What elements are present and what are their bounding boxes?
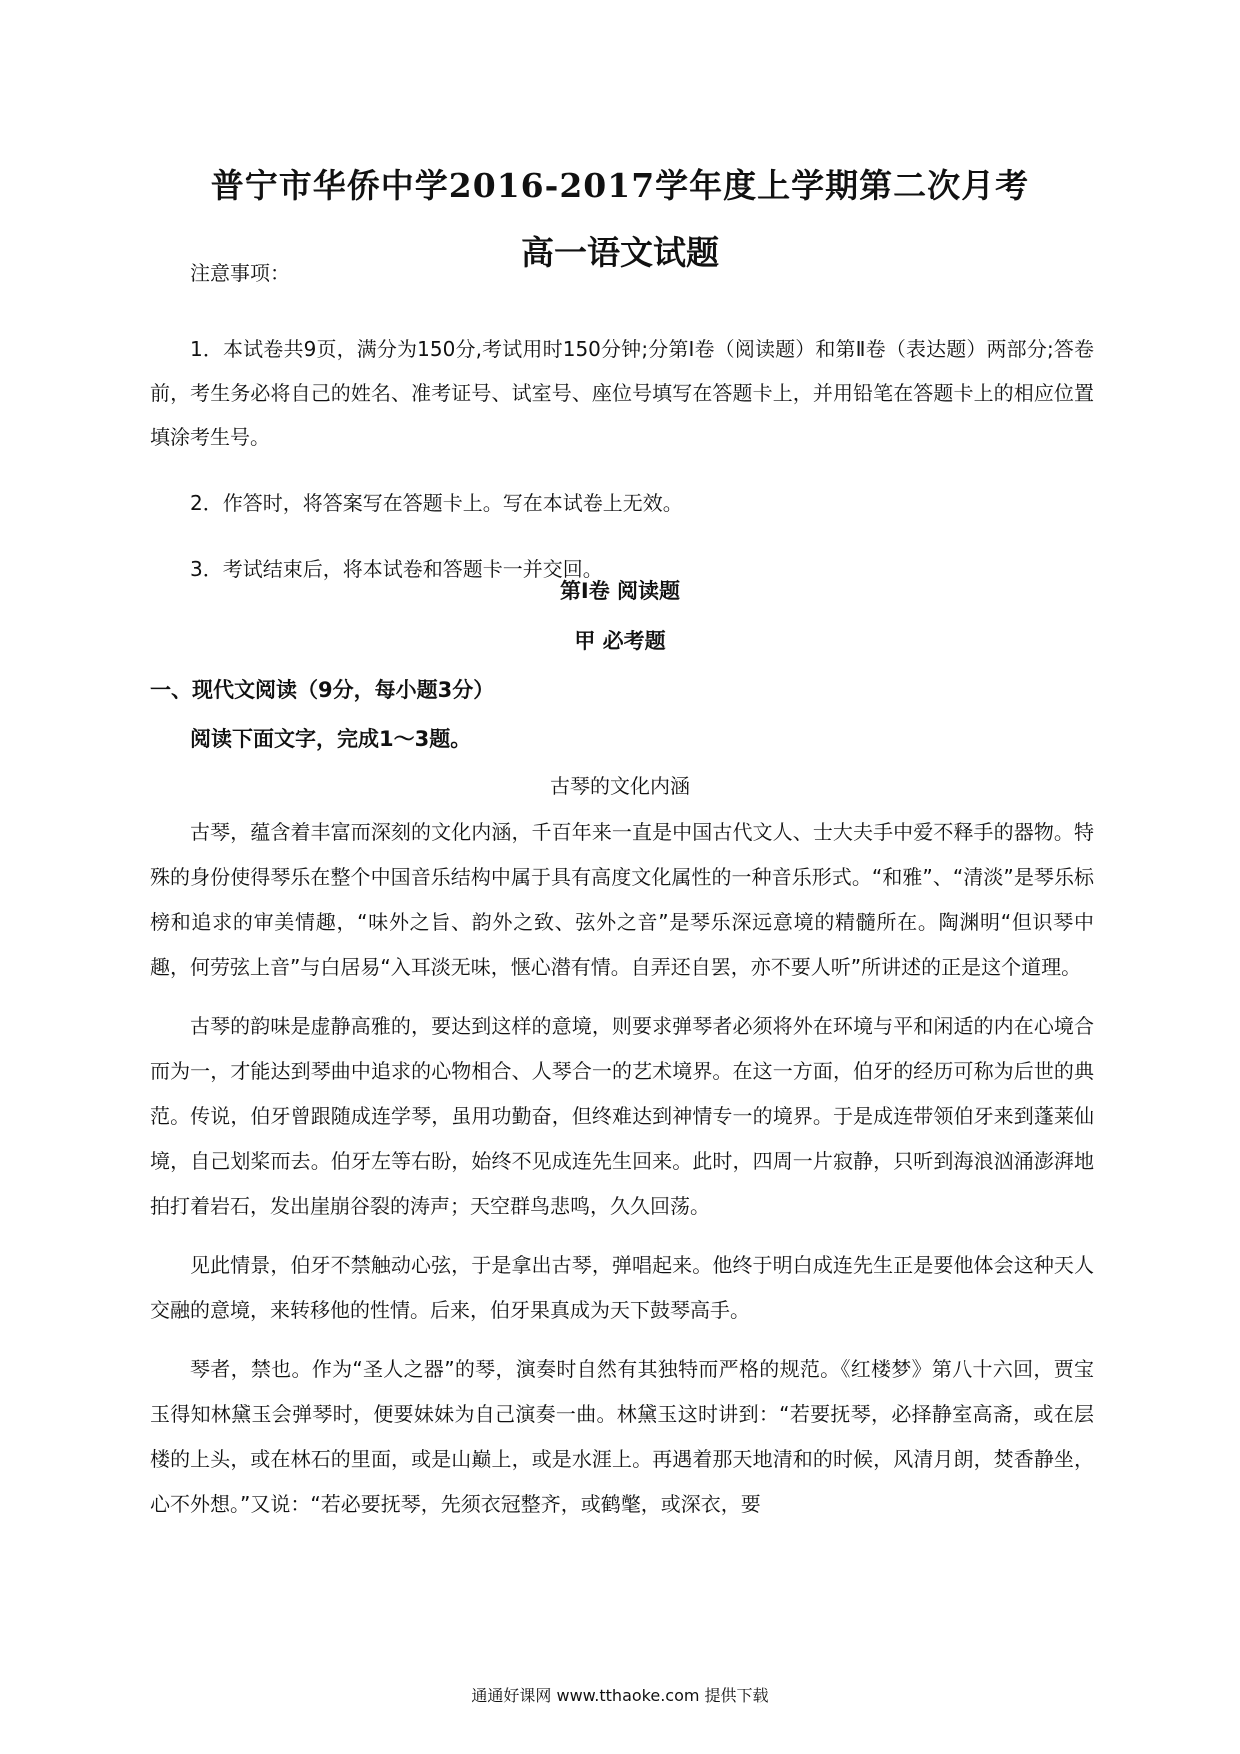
- exam-title: 普宁市华侨中学2016-2017学年度上学期第二次月考: [210, 166, 1030, 205]
- notice-item-1: 1．本试卷共9页，满分为150分,考试用时150分钟;分第Ⅰ卷（阅读题）和第Ⅱ卷（表达题）两部分;答卷前，考生务必将自己的姓名、准考证号、试室号、座位号填写在答题卡上，并用铅笔在答题卡上的相应位置填涂考生号。: [150, 337, 1094, 449]
- group-heading: 甲 必考题: [574, 629, 666, 653]
- notice-item-3: 3．考试结束后，将本试卷和答题卡一并交回。: [190, 557, 603, 581]
- article-paragraph-3: 见此情景，伯牙不禁触动心弦，于是拿出古琴，弹唱起来。他终于明白成连先生正是要他体会这种天人交融的意境，来转移他的性情。后来，伯牙果真成为天下鼓琴高手。: [150, 1253, 1094, 1322]
- section-instruction: 阅读下面文字，完成1～3题。: [190, 727, 472, 751]
- page-footer: 通通好课网 www.tthaoke.com 提供下载: [471, 1686, 769, 1705]
- volume-heading: 第Ⅰ卷 阅读题: [559, 579, 681, 603]
- article-paragraph-4: 琴者，禁也。作为“圣人之器”的琴，演奏时自然有其独特而严格的规范。《红楼梦》第八十六回，贾宝玉得知林黛玉会弹琴时，便要妹妹为自己演奏一曲。林黛玉这时讲到：“若要抚琴，必择静室高斋，或在层楼的上头，或在林石的里面，或是山巅上，或是水涯上。再遇着那天地清和的时候，风清月朗，焚香静坐，心不外想。”又说：“若必要抚琴，先须衣冠整齐，或鹤氅，或深衣，要: [150, 1357, 1094, 1516]
- notice-heading: 注意事项：: [190, 261, 290, 285]
- exam-subtitle: 高一语文试题: [521, 233, 719, 272]
- article-paragraph-1: 古琴，蕴含着丰富而深刻的文化内涵，千百年来一直是中国古代文人、士大夫手中爱不释手的器物。特殊的身份使得琴乐在整个中国音乐结构中属于具有高度文化属性的一种音乐形式。“和雅”、“清淡”是琴乐标榜和追求的审美情趣，“味外之旨、韵外之致、弦外之音”是琴乐深远意境的精髓所在。陶渊明“但识琴中趣，何劳弦上音”与白居易“入耳淡无味，惬心潜有情。自弄还自罢，亦不要人听”所讲述的正是这个道理。: [150, 820, 1094, 979]
- article-paragraph-2: 古琴的韵味是虚静高雅的，要达到这样的意境，则要求弹琴者必须将外在环境与平和闲适的内在心境合而为一，才能达到琴曲中追求的心物相合、人琴合一的艺术境界。在这一方面，伯牙的经历可称为后世的典范。传说，伯牙曾跟随成连学琴，虽用功勤奋，但终难达到神情专一的境界。于是成连带领伯牙来到蓬莱仙境，自己划桨而去。伯牙左等右盼，始终不见成连先生回来。此时，四周一片寂静，只听到海浪汹涌澎湃地拍打着岩石，发出崖崩谷裂的涛声；天空群鸟悲鸣，久久回荡。: [150, 1014, 1094, 1218]
- section-heading: 一、现代文阅读（9分，每小题3分）: [150, 678, 495, 702]
- notice-list: [150, 327, 1094, 613]
- notice-item-2: 2．作答时，将答案写在答题卡上。写在本试卷上无效。: [190, 491, 683, 515]
- article-title: 古琴的文化内涵: [550, 774, 690, 798]
- article-body: [150, 810, 1094, 1541]
